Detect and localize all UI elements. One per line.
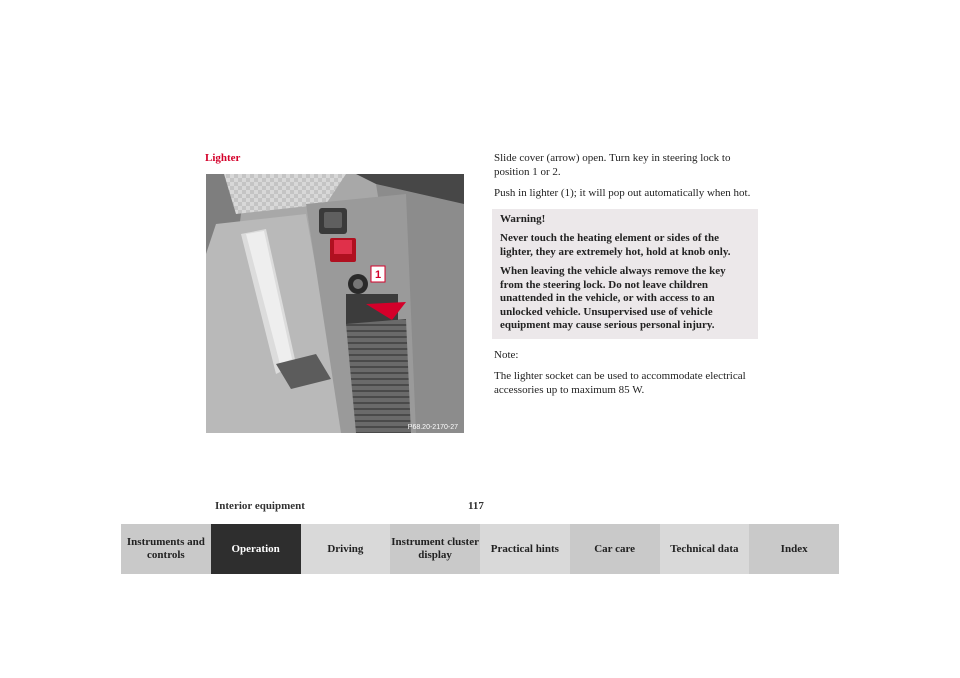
- tab-operation[interactable]: Operation: [211, 524, 301, 574]
- tab-instruments-and-controls[interactable]: Instruments and controls: [121, 524, 211, 574]
- page-number: 117: [468, 500, 484, 512]
- note-text: The lighter socket can be used to accommodate electrical accessories up to maximum 85 W.: [494, 370, 746, 396]
- content-column: [494, 152, 756, 405]
- warning-title: Warning!: [500, 212, 546, 225]
- instruction-paragraph: Slide cover (arrow) open. Turn key in steering lock to position 1 or 2.: [494, 152, 731, 178]
- tab-instrument-cluster-display[interactable]: Instrument cluster display: [390, 524, 480, 574]
- warning-box: [492, 209, 758, 339]
- tab-index[interactable]: Index: [749, 524, 839, 574]
- lighter-illustration: [206, 174, 464, 433]
- tab-car-care[interactable]: Car care: [570, 524, 660, 574]
- note-label: Note:: [494, 348, 519, 361]
- instruction-paragraph: Push in lighter (1); it will pop out automatically when hot.: [494, 187, 751, 199]
- tab-practical-hints[interactable]: Practical hints: [480, 524, 570, 574]
- section-title: Lighter: [205, 152, 241, 164]
- warning-paragraph: When leaving the vehicle always remove the key from the steering lock. Do not leave children unattended in the vehicle, or with access to an unlocked vehicle. Unsupervised use of vehicle equipment may cause serious personal injury.: [500, 265, 726, 331]
- callout-number: 1: [374, 269, 382, 281]
- tab-technical-data[interactable]: Technical data: [660, 524, 750, 574]
- footer-section-title: Interior equipment: [215, 500, 305, 512]
- image-caption: P68.20-2170-27: [407, 424, 458, 431]
- warning-paragraph: Never touch the heating element or sides of the lighter, they are extremely hot, hold at knob only.: [500, 232, 731, 258]
- tab-driving[interactable]: Driving: [301, 524, 391, 574]
- chapter-tab-bar: [121, 524, 839, 574]
